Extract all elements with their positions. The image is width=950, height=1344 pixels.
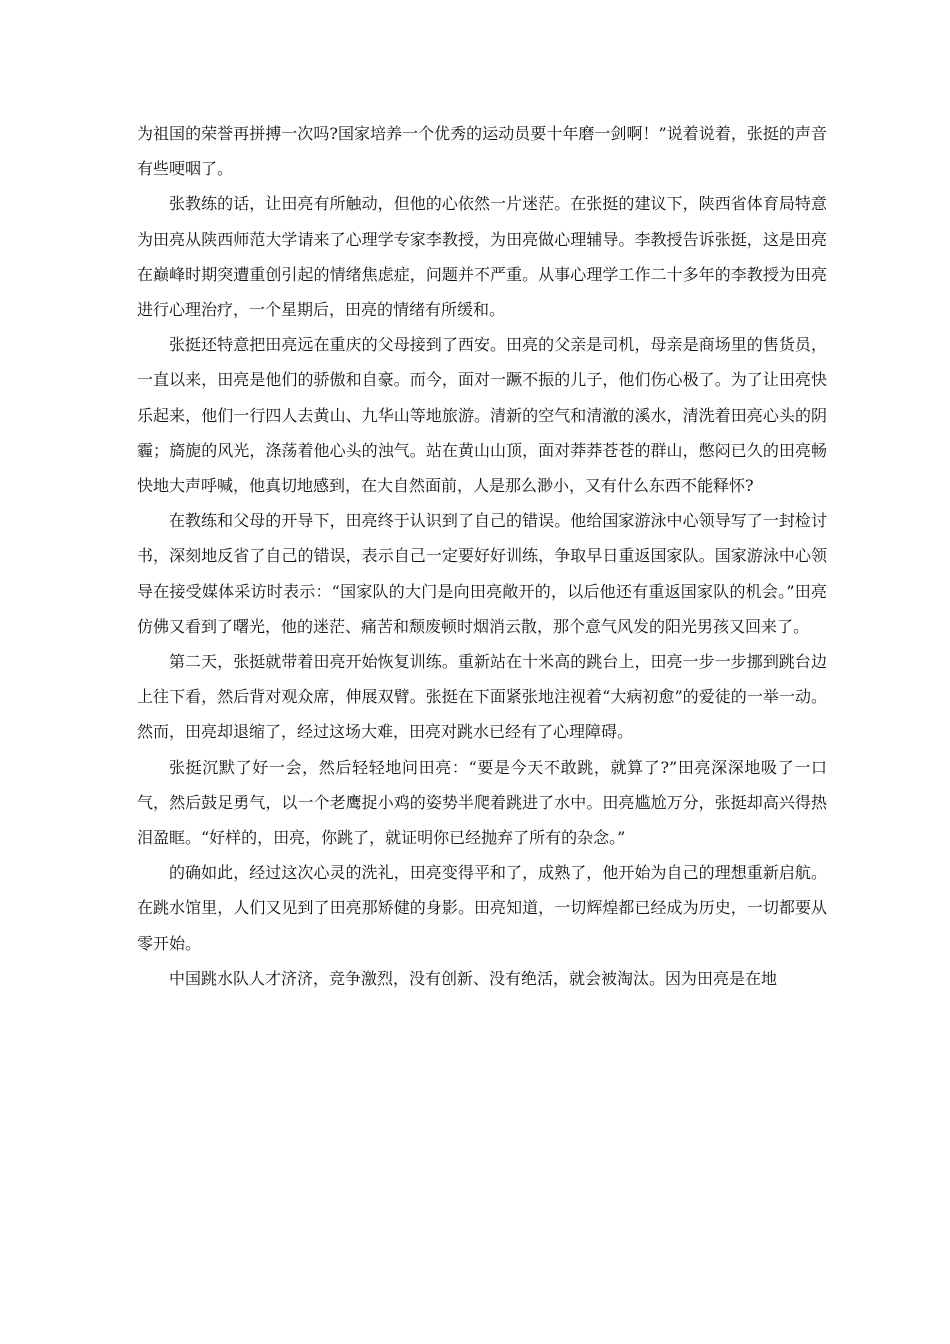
paragraph-3: 张挺还特意把田亮远在重庆的父母接到了西安。田亮的父亲是司机，母亲是商场里的售货员，一直以来，田亮是他们的骄傲和自豪。而今，面对一蹶不振的儿子，他们伤心极了。为了让田亮快乐起来，他们一行四人去黄山、九华山等地旅游。清新的空气和清澈的溪水，清洗着田亮心头的阴霾；旖旎的风光，涤荡着他心头的浊气。站在黄山山顶，面对莽莽苍苍的群山，憋闷已久的田亮畅快地大声呼喊，他真切地感到，在大自然面前，人是那么渺小，又有什么东西不能释怀? [137,335,827,496]
paragraph-5: 第二天，张挺就带着田亮开始恢复训练。重新站在十米高的跳台上，田亮一步一步挪到跳台边上往下看，然后背对观众席，伸展双臂。张挺在下面紧张地注视着“大病初愈”的爱徒的一举一动。然而，田亮却退缩了，经过这场大难，田亮对跳水已经有了心理障碍。 [137,652,827,742]
paragraph-4: 在教练和父母的开导下，田亮终于认识到了自己的错误。他给国家游泳中心领导写了一封检讨书，深刻地反省了自己的错误，表示自己一定要好好训练，争取早日重返国家队。国家游泳中心领导在接受媒体采访时表示：“国家队的大门是向田亮敞开的，以后他还有重返国家队的机会。”田亮仿佛又看到了曙光，他的迷茫、痛苦和颓废顿时烟消云散，那个意气风发的阳光男孩又回来了。 [137,511,827,636]
paragraph-6: 张挺沉默了好一会，然后轻轻地问田亮：“要是今天不敢跳，就算了?”田亮深深地吸了一口气，然后鼓足勇气，以一个老鹰捉小鸡的姿势半爬着跳进了水中。田亮尴尬万分，张挺却高兴得热泪盈眶。“好样的，田亮，你跳了，就证明你已经抛弃了所有的杂念。” [137,757,827,848]
paragraph-2: 张教练的话，让田亮有所触动，但他的心依然一片迷茫。在张挺的建议下，陕西省体育局特意为田亮从陕西师范大学请来了心理学专家李教授，为田亮做心理辅导。李教授告诉张挺，这是田亮在巅峰时期突遭重创引起的情绪焦虑症，问题并不严重。从事心理学工作二十多年的李教授为田亮进行心理治疗，一个星期后，田亮的情绪有所缓和。 [137,194,827,320]
paragraph-1: 为祖国的荣誉再拼搏一次吗?国家培养一个优秀的运动员要十年磨一剑啊！”说着说着，张挺的声音有些哽咽了。 [137,124,827,179]
document-body [137,116,827,996]
paragraph-7: 的确如此，经过这次心灵的洗礼，田亮变得平和了，成熟了，他开始为自己的理想重新启航。在跳水馆里，人们又见到了田亮那矫健的身影。田亮知道，一切辉煌都已经成为历史，一切都要从零开始。 [137,863,827,953]
paragraph-8: 中国跳水队人才济济，竞争激烈，没有创新、没有绝活，就会被淘汰。因为田亮是在地 [169,968,778,988]
